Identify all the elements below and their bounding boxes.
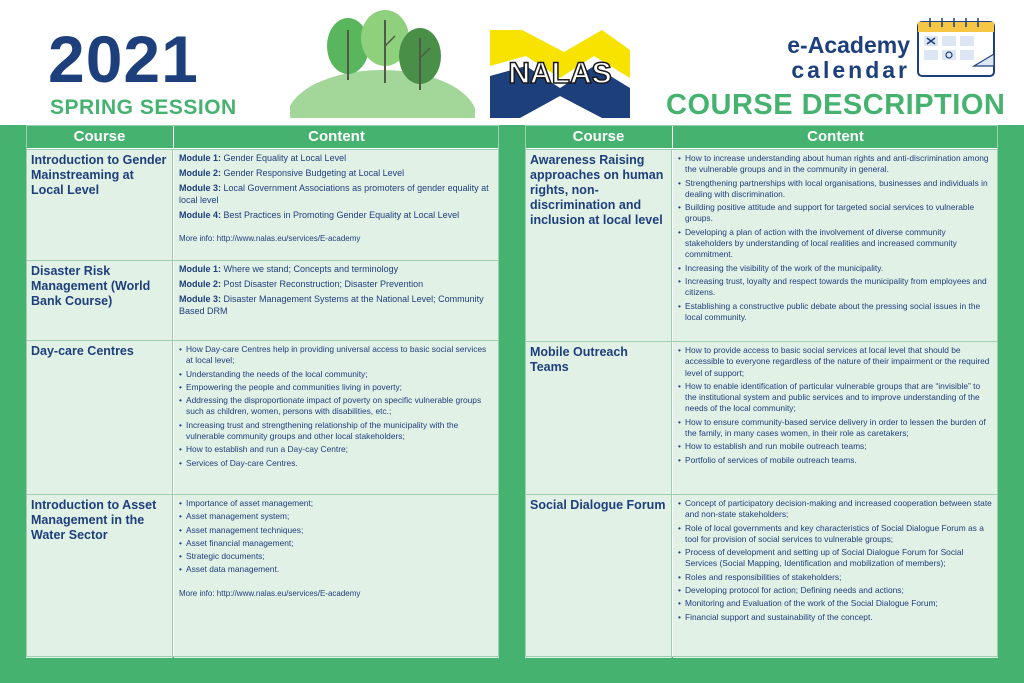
course-name: Introduction to Gender Mainstreaming at Local Level bbox=[31, 153, 167, 197]
list-item: • Financial support and sustainability of the concept. bbox=[678, 612, 994, 623]
list-item: • Asset management system; bbox=[179, 511, 495, 522]
list-item: • How to provide access to basic social services at local level that should be accessible to everyone regardless of the nature of their impairment or the required level of support; bbox=[678, 345, 994, 379]
course-content bbox=[673, 342, 998, 494]
list-item: • Establishing a constructive public debate about the pressing social issues in the local community. bbox=[678, 301, 994, 324]
table-row bbox=[525, 494, 998, 658]
course-content bbox=[673, 495, 998, 658]
list-item: • How to establish and run mobile outreach teams; bbox=[678, 441, 994, 452]
course-content bbox=[174, 341, 499, 494]
list-item: • Increasing trust, loyalty and respect towards the municipality from employees and citizens. bbox=[678, 276, 994, 299]
right-course-table bbox=[525, 125, 998, 657]
list-item: • Importance of asset management; bbox=[179, 498, 495, 509]
course-content bbox=[673, 150, 998, 341]
column-header-content: Content bbox=[673, 125, 998, 148]
course-name: Awareness Raising approaches on human rights, non-discrimination and inclusion at local level bbox=[530, 153, 664, 227]
module-line: Module 1: Where we stand; Concepts and terminology bbox=[179, 264, 399, 274]
table-row bbox=[26, 260, 499, 340]
column-header-course: Course bbox=[525, 125, 672, 148]
list-item: • Services of Day-care Centres. bbox=[179, 458, 495, 469]
course-name: Disaster Risk Management (World Bank Course) bbox=[31, 264, 151, 308]
table-row bbox=[26, 494, 499, 658]
module-line: Module 1: Gender Equality at Local Level bbox=[179, 153, 347, 163]
module-line: Module 4: Best Practices in Promoting Gender Equality at Local Level bbox=[179, 209, 460, 220]
list-item: • Increasing trust and strengthening relationship of the municipality with the vulnerable community groups and other local stakeholders; bbox=[179, 420, 495, 443]
list-item: • Asset management techniques; bbox=[179, 525, 495, 536]
list-item: • How to ensure community-based service delivery in order to lessen the burden of the family, in many cases women, in their role as caretakers; bbox=[678, 417, 994, 440]
more-info-link[interactable]: More info: http://www.nalas.eu/services/E-academy bbox=[179, 234, 361, 244]
list-item: • Strengthening partnerships with local organisations, businesses and individuals in dealing with discrimination. bbox=[678, 178, 994, 201]
column-header-course: Course bbox=[26, 125, 173, 148]
module-line: Module 2: Post Disaster Reconstruction; Disaster Prevention bbox=[179, 279, 424, 290]
list-item: • Asset financial management; bbox=[179, 538, 495, 549]
list-item: • How to establish and run a Day-cay Centre; bbox=[179, 444, 495, 455]
list-item: • Roles and responsibilities of stakeholders; bbox=[678, 572, 994, 583]
course-content bbox=[174, 150, 499, 260]
list-item: • Concept of participatory decision-making and increased cooperation between state and non-state stakeholders; bbox=[678, 498, 994, 521]
ecal-subtitle: calendar bbox=[791, 57, 910, 83]
list-item: • Portfolio of services of mobile outreach teams. bbox=[678, 455, 994, 466]
left-course-table bbox=[26, 125, 499, 657]
list-item: • Understanding the needs of the local community; bbox=[179, 369, 495, 380]
list-item: • Strategic documents; bbox=[179, 551, 495, 562]
course-content bbox=[174, 495, 499, 658]
calendar-icon bbox=[916, 16, 998, 78]
year-title: 2021 bbox=[48, 22, 199, 96]
list-item: • Role of local governments and key characteristics of Social Dialogue Forum as a tool for provision of social services to vulnerable groups; bbox=[678, 523, 994, 546]
table-row bbox=[525, 341, 998, 494]
trees-illustration bbox=[290, 8, 475, 118]
list-item: • Monitoring and Evaluation of the work of the Social Dialogue Forum; bbox=[678, 598, 994, 609]
session-title: SPRING SESSION bbox=[50, 96, 237, 119]
list-item: • Building positive attitude and support for targeted social services to vulnerable groups. bbox=[678, 202, 994, 225]
list-item: • How Day-care Centres help in providing universal access to basic social services at local level; bbox=[179, 344, 495, 367]
course-name: Day-care Centres bbox=[31, 344, 134, 358]
nalas-logo bbox=[490, 26, 630, 118]
list-item: • Asset data management. bbox=[179, 564, 495, 575]
more-info-link[interactable]: More info: http://www.nalas.eu/services/E-academy bbox=[179, 588, 361, 598]
list-item: • How to enable identification of particular vulnerable groups that are “invisible” to the institutional system and public services and to improve understanding of the needs of the local community; bbox=[678, 381, 994, 415]
list-item: • Process of development and setting up of Social Dialogue Forum for Social Services (Social Mapping, Identification and mobilization of members); bbox=[678, 547, 994, 570]
table-row bbox=[26, 340, 499, 494]
list-item: • Addressing the disproportionate impact of poverty on specific vulnerable groups such as children, women, persons with disabilities, etc.; bbox=[179, 395, 495, 418]
ecal-title: e-Academy bbox=[787, 32, 910, 58]
course-name: Mobile Outreach Teams bbox=[530, 345, 628, 374]
ecal-block bbox=[770, 32, 910, 82]
module-line: Module 3: Disaster Management Systems at the National Level; Community Based DRM bbox=[179, 294, 484, 316]
logo-text: NALAS bbox=[508, 57, 612, 90]
course-content bbox=[174, 261, 499, 340]
list-item: • Increasing the visibility of the work of the municipality. bbox=[678, 263, 994, 274]
course-name: Introduction to Asset Management in the Water Sector bbox=[31, 498, 157, 542]
table-row bbox=[26, 149, 499, 260]
course-description-title: COURSE DESCRIPTION bbox=[666, 89, 1006, 121]
list-item: • Developing a plan of action with the involvement of diverse community stakeholders by understanding of local realities and increased community commitment. bbox=[678, 227, 994, 261]
table-row bbox=[525, 149, 998, 341]
list-item: • Developing protocol for action; Defining needs and actions; bbox=[678, 585, 994, 596]
module-line: Module 3: Local Government Associations as promoters of gender equality at local level bbox=[179, 183, 489, 205]
list-item: • How to increase understanding about human rights and anti-discrimination among the vulnerable groups and in the community in general. bbox=[678, 153, 994, 176]
module-line: Module 2: Gender Responsive Budgeting at Local Level bbox=[179, 168, 405, 179]
column-header-content: Content bbox=[174, 125, 499, 148]
list-item: • Empowering the people and communities living in poverty; bbox=[179, 382, 495, 393]
course-name: Social Dialogue Forum bbox=[530, 498, 666, 512]
